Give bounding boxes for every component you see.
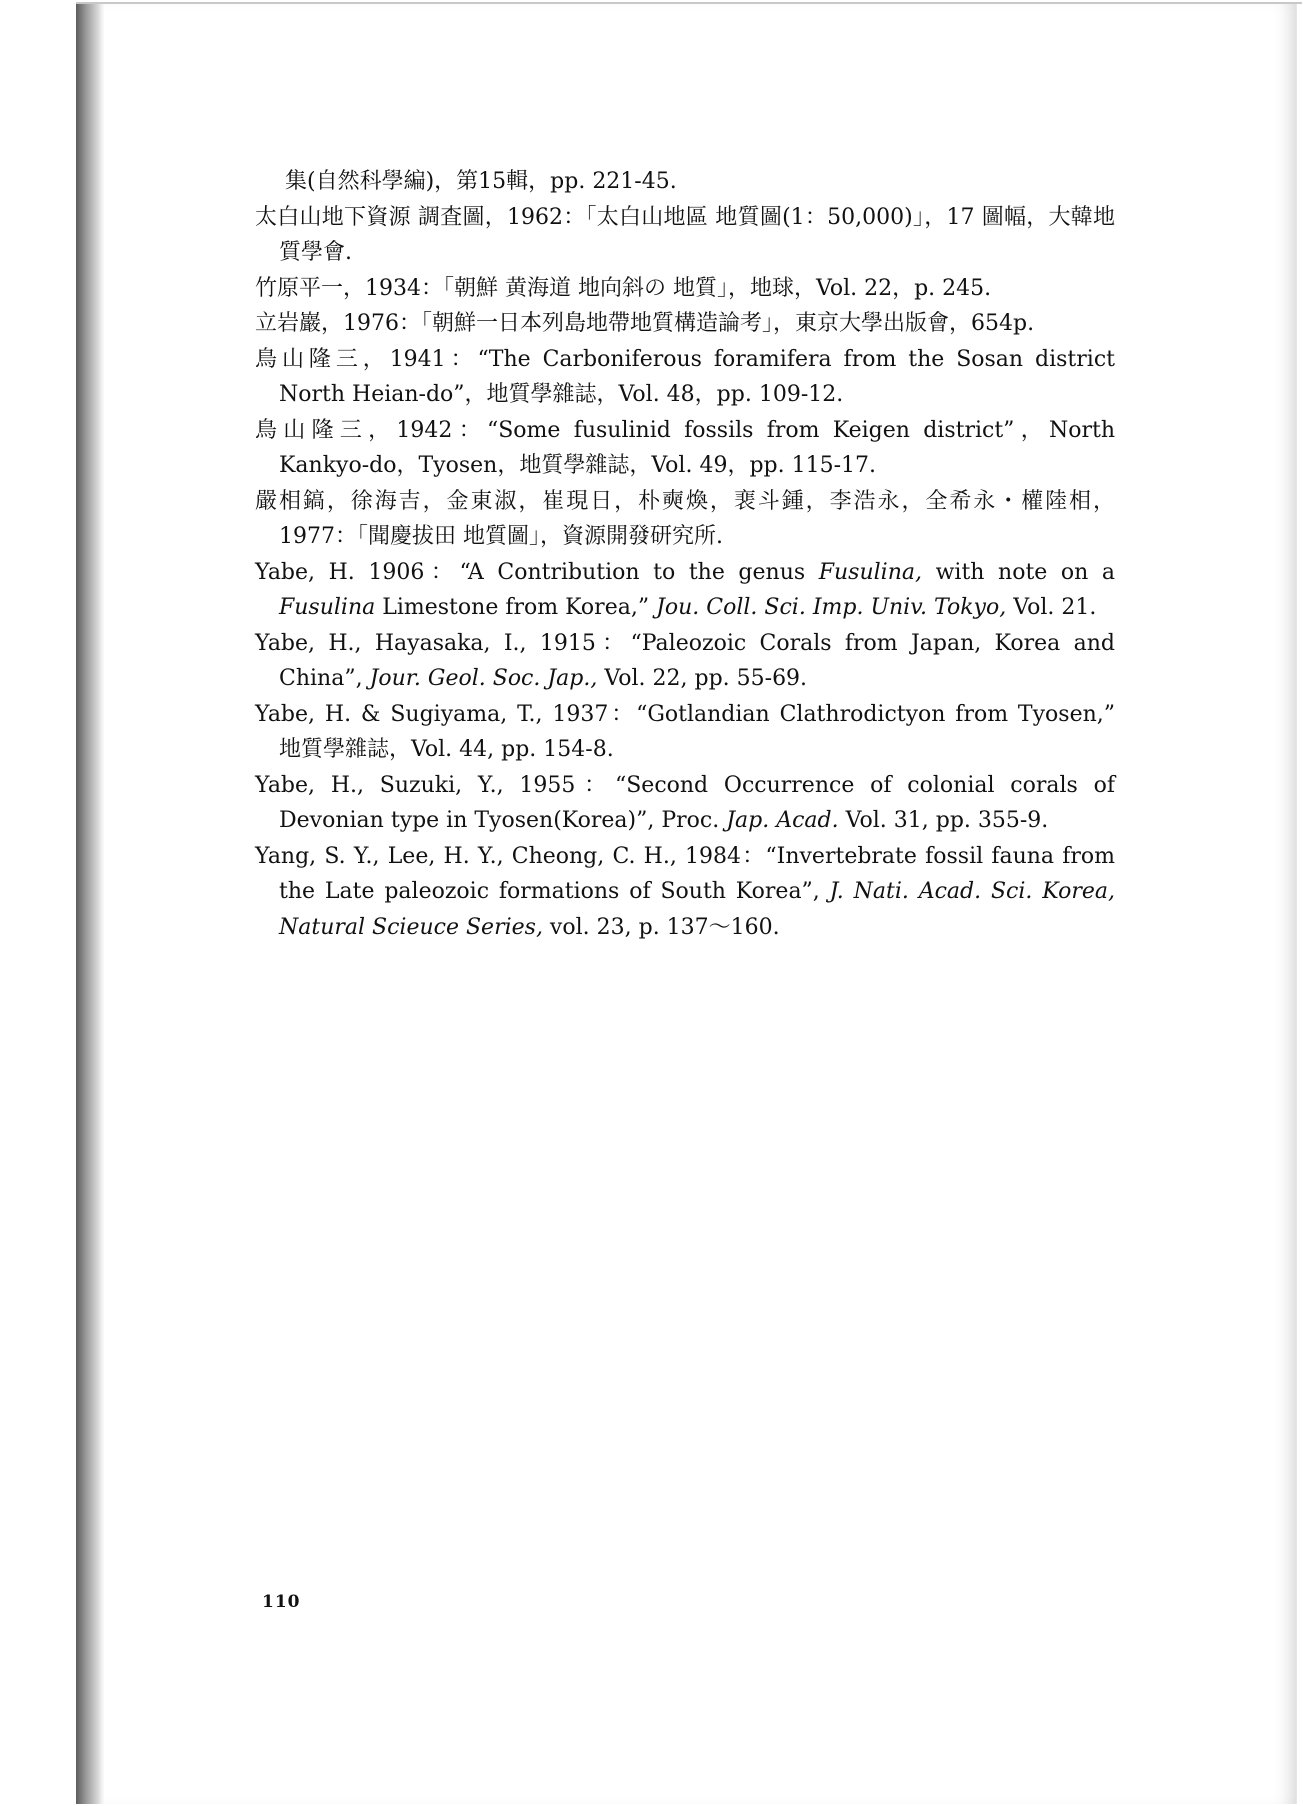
reference-text: Vol. 21. (1006, 595, 1097, 620)
reference-item (255, 768, 1115, 839)
reference-journal: Jour. Geol. Soc. Jap., (369, 666, 598, 691)
reference-item: 鳥山隆三，1941：“The Carboniferous foramifera from the Sosan district North Heian-do”，地質學雜誌，Vol. 48，pp. 109-12. (255, 346, 1115, 407)
reference-journal: Jou. Coll. Sci. Imp. Univ. Tokyo, (656, 595, 1007, 620)
reference-text: Yang, S. Y., Lee, H. Y., Cheong, C. H., 1984：“Invertebrate fossil fauna from the Late paleozoic formations of South Korea”, (255, 843, 1115, 904)
reference-item: 鳥山隆三，1942：“Some fusulinid fossils from Keigen district”，North Kankyo-do，Tyosen，地質學雜誌，Vol. 49，pp. 115-17. (255, 417, 1115, 478)
reference-item (255, 839, 1115, 946)
reference-text: Vol. 22, pp. 55-69. (597, 666, 808, 691)
reference-text: Limestone from Korea,” (375, 595, 657, 620)
reference-list (255, 164, 1115, 945)
reference-text: Yabe, H., Suzuki, Y., 1955：“Second Occurrence of colonial corals of Devonian type in Tyosen(Korea)”, Proc. (255, 772, 1115, 833)
reference-item: 立岩巖，1976：「朝鮮一日本列島地帶地質構造論考」，東京大學出版會，654p. (255, 311, 1035, 336)
reference-item (255, 626, 1115, 697)
reference-genus: Fusulina, (818, 559, 922, 585)
reference-genus: Fusulina (279, 595, 376, 620)
reference-item: 嚴相鎬，徐海吉，金東淑，崔現日，朴奭煥，裵斗鍾，李浩永，全希永・權陸相，1977：「聞慶拔田 地質圖」，資源開發研究所. (255, 488, 1115, 549)
reference-item: 集(自然科學編)，第15輯，pp. 221-45. (285, 169, 677, 194)
reference-text: Vol. 31, pp. 355-9. (838, 808, 1049, 833)
reference-journal: J. Nati. Acad. Sci. Korea, Natural Scieuce Series, (279, 879, 1115, 940)
reference-journal: Jap. Acad. (726, 808, 839, 833)
reference-item: 太白山地下資源 調査圖，1962：「太白山地區 地質圖(1：50,000)」，17 圖幅，大韓地質學會. (255, 204, 1115, 265)
reference-text: Yabe, H., Hayasaka, I., 1915：“Paleozoic Corals from Japan, Korea and China”, (255, 630, 1115, 691)
page-number: 110 (262, 1592, 301, 1612)
reference-item: Yabe, H. & Sugiyama, T., 1937：“Gotlandian Clathrodictyon from Tyosen,” 地質學雜誌，Vol. 44, pp. 154-8. (255, 701, 1115, 762)
reference-item (255, 555, 1115, 626)
reference-text: vol. 23, p. 137～160. (542, 914, 780, 940)
reference-text: with note on a (922, 559, 1115, 585)
reference-item: 竹原平一，1934：「朝鮮 黄海道 地向斜の 地質」，地球，Vol. 22，p. 245. (255, 275, 992, 301)
reference-text: Yabe, H. 1906：“A Contribution to the genus (255, 559, 819, 585)
